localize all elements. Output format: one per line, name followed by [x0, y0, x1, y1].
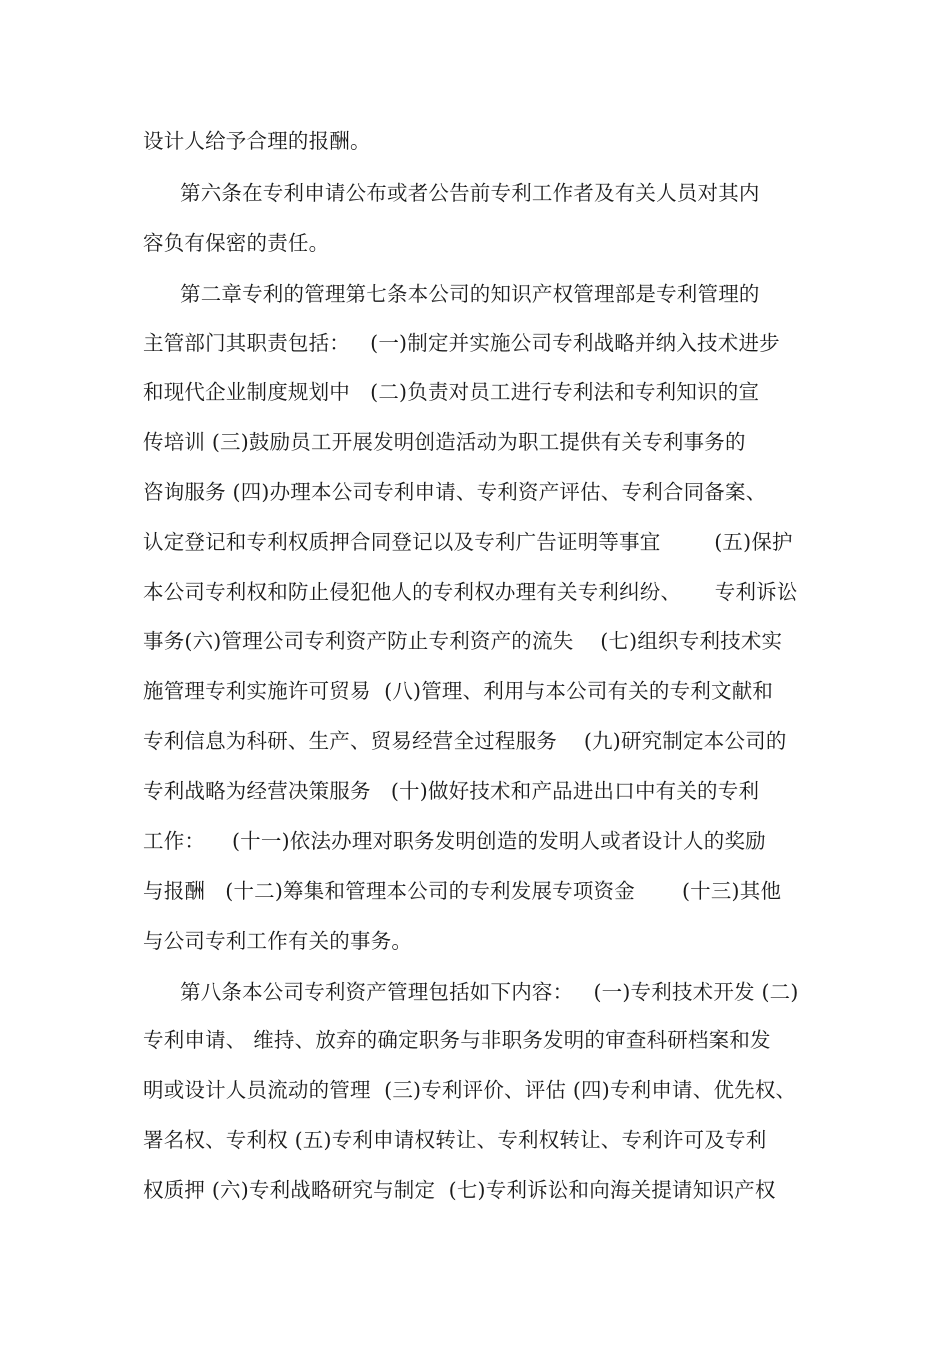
- paragraph-line: 咨询服务 (四)办理本公司专利申请、专利资产评估、专利合同备案、: [143, 480, 767, 504]
- paragraph-line: 第六条在专利申请公布或者公告前专利工作者及有关人员对其内: [180, 181, 760, 205]
- paragraph-line: 和现代企业制度规划中 (二)负责对员工进行专利法和专利知识的宣: [143, 380, 760, 404]
- paragraph-line: 工作： (十一)依法办理对职务发明创造的发明人或者设计人的奖励: [143, 829, 766, 853]
- paragraph-line: 第二章专利的管理第七条本公司的知识产权管理部是专利管理的: [180, 282, 760, 306]
- paragraph-line: 事务(六)管理公司专利资产防止专利资产的流失 (七)组织专利技术实: [143, 629, 783, 653]
- paragraph-line: 施管理专利实施许可贸易 (八)管理、利用与本公司有关的专利文献和: [143, 679, 774, 703]
- paragraph-line: 认定登记和专利权质押合同登记以及专利广告证明等事宜 (五)保护: [143, 530, 793, 554]
- paragraph-line: 权质押 (六)专利战略研究与制定 (七)专利诉讼和向海关提请知识产权: [143, 1178, 776, 1202]
- paragraph-line: 专利战略为经营决策服务 (十)做好技术和产品进出口中有关的专利: [143, 779, 760, 803]
- paragraph-line: 本公司专利权和防止侵犯他人的专利权办理有关专利纠纷、 专利诉讼: [143, 580, 798, 604]
- paragraph-line: 设计人给予合理的报酬。: [143, 129, 371, 153]
- paragraph-line: 署名权、专利权 (五)专利申请权转让、专利权转让、专利许可及专利: [143, 1128, 767, 1152]
- paragraph-line: 专利申请、 维持、放弃的确定职务与非职务发明的审查科研档案和发: [143, 1028, 771, 1052]
- paragraph-line: 第八条本公司专利资产管理包括如下内容： (一)专利技术开发 (二): [180, 980, 799, 1004]
- paragraph-line: 明或设计人员流动的管理 (三)专利评价、评估 (四)专利申请、优先权、: [143, 1078, 797, 1102]
- paragraph-line: 容负有保密的责任。: [143, 231, 330, 255]
- paragraph-line: 与公司专利工作有关的事务。: [143, 929, 413, 953]
- paragraph-line: 主管部门其职责包括： (一)制定并实施公司专利战略并纳入技术进步: [143, 331, 780, 355]
- paragraph-line: 与报酬 (十二)筹集和管理本公司的专利发展专项资金 (十三)其他: [143, 879, 782, 903]
- paragraph-line: 传培训 (三)鼓励员工开展发明创造活动为职工提供有关专利事务的: [143, 430, 746, 454]
- paragraph-line: 专利信息为科研、生产、贸易经营全过程服务 (九)研究制定本公司的: [143, 729, 787, 753]
